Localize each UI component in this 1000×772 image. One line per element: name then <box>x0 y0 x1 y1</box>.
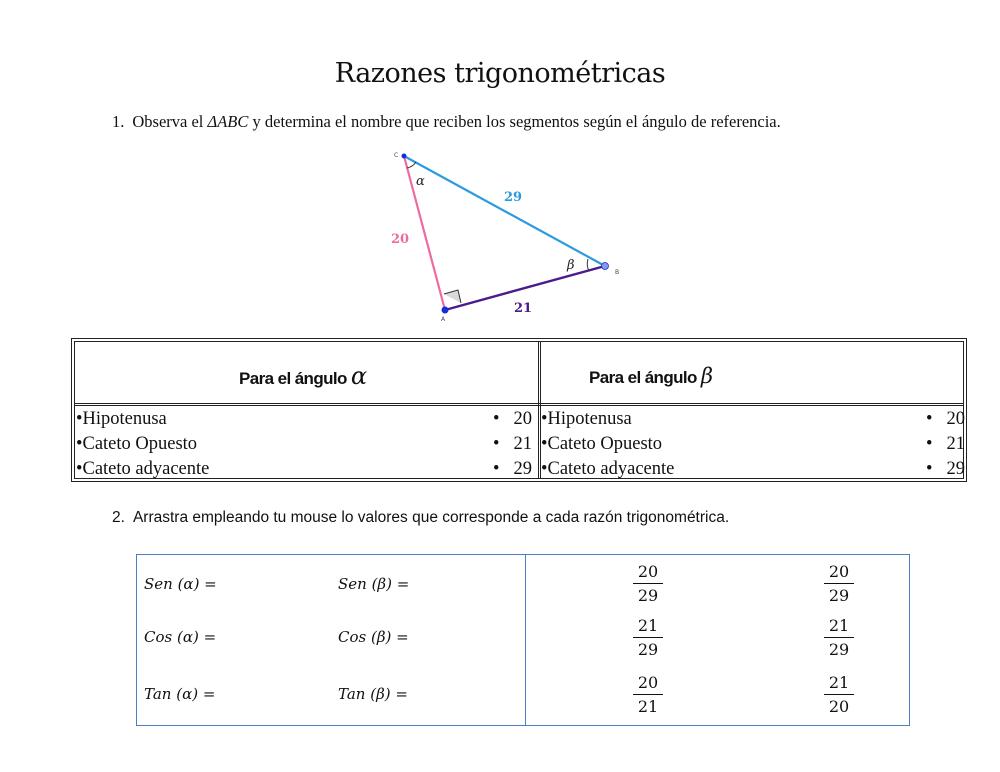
right-angle-mark <box>444 290 461 303</box>
item-value[interactable]: 21 <box>513 434 532 454</box>
vertex-c-point <box>402 154 407 159</box>
bullet: • <box>541 409 548 429</box>
tan-beta-equation[interactable]: Tan (β) = <box>338 685 408 703</box>
side-cb-line <box>404 156 605 266</box>
list-item <box>76 407 532 432</box>
ratios-table <box>136 554 910 726</box>
vertex-b-label: B <box>615 269 620 276</box>
header-alpha-text: Para el ángulo <box>239 369 347 388</box>
sen-alpha-equation[interactable]: Sen (α) = <box>144 575 217 593</box>
tan-alpha-equation[interactable]: Tan (α) = <box>144 685 216 703</box>
item-value[interactable]: 20 <box>513 409 532 429</box>
bullet: • <box>493 459 500 479</box>
item-value[interactable]: 21 <box>946 434 965 454</box>
bullet: • <box>76 409 83 429</box>
item-label[interactable]: Hipotenusa <box>82 409 167 429</box>
vertex-b-point <box>602 263 609 270</box>
bullet: • <box>926 409 933 429</box>
item-value[interactable]: 20 <box>946 409 965 429</box>
alpha-segment-list <box>76 407 532 482</box>
beta-symbol: β <box>700 364 713 388</box>
item-label[interactable]: Hipotenusa <box>547 409 632 429</box>
item-label[interactable]: Cateto adyacente <box>547 459 675 479</box>
question-1 <box>112 112 781 132</box>
side-ab-length: 21 <box>514 301 533 316</box>
bullet: • <box>493 409 500 429</box>
draggable-fraction[interactable]: $\frac{20}{21}$ <box>633 672 663 717</box>
list-item <box>76 432 532 457</box>
item-value[interactable]: 29 <box>513 459 532 479</box>
item-label[interactable]: Cateto Opuesto <box>547 434 663 454</box>
bullet: • <box>541 434 548 454</box>
beta-segment-list <box>541 407 965 482</box>
draggable-fraction[interactable]: $\frac{20}{29}$ <box>824 561 854 606</box>
header-beta <box>589 364 712 388</box>
ratios-table-divider <box>525 555 526 725</box>
item-label[interactable]: Cateto adyacente <box>82 459 210 479</box>
beta-label: β <box>567 258 575 273</box>
list-item <box>541 457 965 482</box>
draggable-fraction[interactable]: $\frac{21}{20}$ <box>824 672 854 717</box>
cos-alpha-equation[interactable]: Cos (α) = <box>144 628 217 646</box>
draggable-fraction[interactable]: $\frac{20}{29}$ <box>633 561 663 606</box>
table-divider-horizontal <box>75 403 963 406</box>
question-2-number: 2. <box>112 509 125 526</box>
triangle-symbol: ΔABC <box>207 112 249 131</box>
question-1-text-after: y determina el nombre que reciben los segmentos según el ángulo de referencia. <box>248 112 781 131</box>
draggable-fraction[interactable]: $\frac{21}{29}$ <box>633 615 663 660</box>
vertex-a-point <box>442 307 449 314</box>
bullet: • <box>76 459 83 479</box>
vertex-c-label: C <box>394 152 399 159</box>
list-item <box>541 407 965 432</box>
question-1-text-before: Observa el <box>132 112 208 131</box>
bullet: • <box>926 459 933 479</box>
beta-arc <box>587 259 589 271</box>
alpha-label: α <box>416 174 425 189</box>
draggable-fraction[interactable]: $\frac{21}{29}$ <box>824 615 854 660</box>
alpha-symbol: α <box>350 362 367 390</box>
header-alpha <box>239 362 366 390</box>
question-2 <box>112 509 729 527</box>
segments-table <box>71 338 967 482</box>
question-1-number: 1. <box>112 112 125 131</box>
bullet: • <box>493 434 500 454</box>
header-beta-text: Para el ángulo <box>589 368 697 387</box>
bullet: • <box>926 434 933 454</box>
item-label[interactable]: Cateto Opuesto <box>82 434 198 454</box>
vertex-a-label: A <box>441 316 446 323</box>
side-cb-length: 29 <box>504 190 523 205</box>
item-value[interactable]: 29 <box>946 459 965 479</box>
bullet: • <box>541 459 548 479</box>
question-2-text: Arrastra empleando tu mouse lo valores que corresponde a cada razón trigonométrica. <box>132 509 730 526</box>
side-ca-length: 20 <box>391 232 410 247</box>
page-title: Razones trigonométricas <box>334 58 666 89</box>
triangle-figure <box>380 140 640 330</box>
bullet: • <box>76 434 83 454</box>
list-item <box>76 457 532 482</box>
cos-beta-equation[interactable]: Cos (β) = <box>338 628 409 646</box>
sen-beta-equation[interactable]: Sen (β) = <box>338 575 410 593</box>
list-item <box>541 432 965 457</box>
